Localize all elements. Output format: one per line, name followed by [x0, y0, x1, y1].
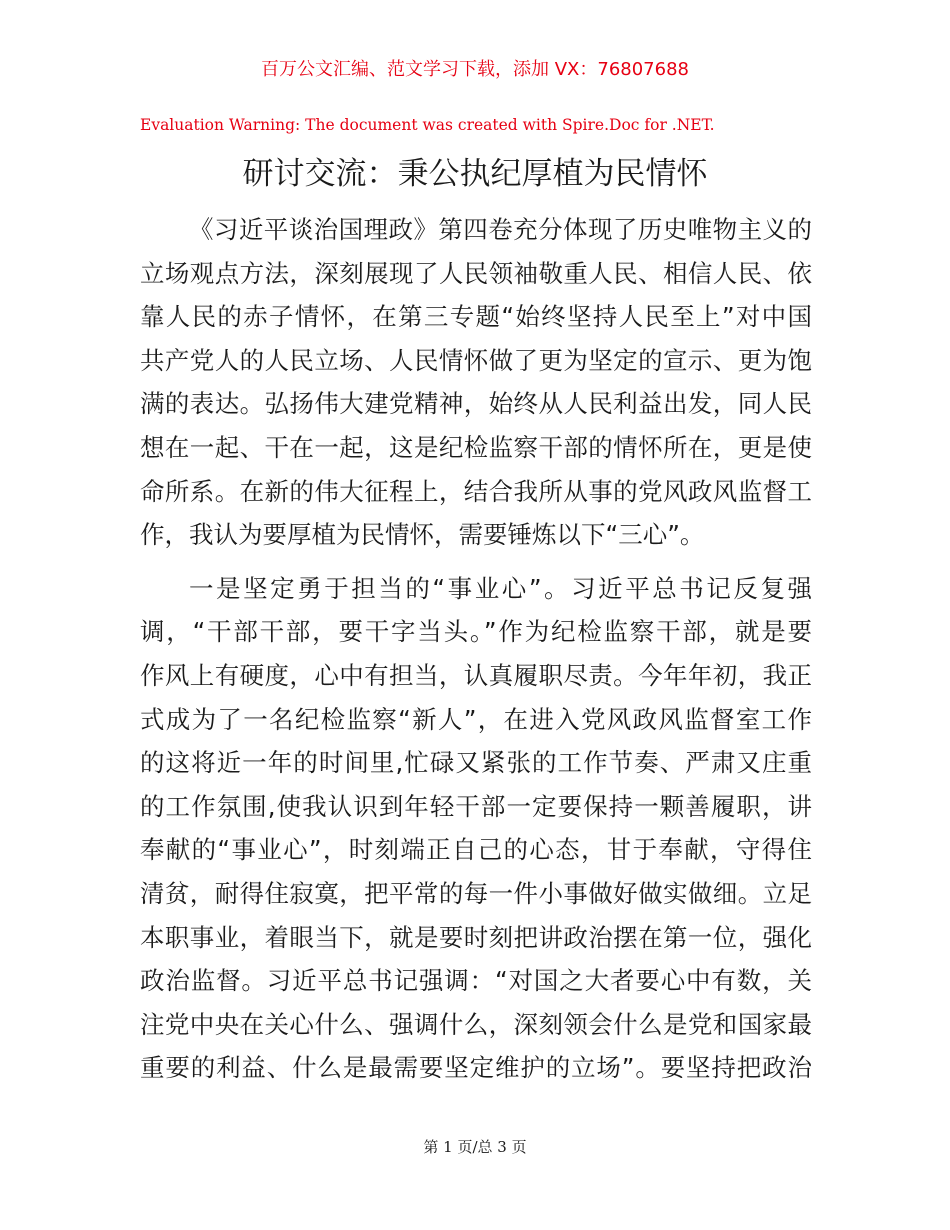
paragraph-2 — [140, 567, 812, 1090]
paragraph-line: 满的表达。弘扬伟大建党精神，始终从人民利益出发，同人民 — [140, 389, 812, 419]
evaluation-warning: Evaluation Warning: The document was created with Spire.Doc for .NET. — [140, 116, 715, 134]
paragraph-line: 想在一起、干在一起，这是纪检监察干部的情怀所在，更是使 — [140, 432, 812, 462]
paragraph-line: 立场观点方法，深刻展现了人民领袖敬重人民、相信人民、依 — [140, 258, 812, 288]
document-title: 研讨交流：秉公执纪厚植为民情怀 — [242, 156, 708, 192]
paragraph-line: 调，“干部干部，要干字当头。”作为纪检监察干部，就是要 — [140, 617, 812, 647]
paragraph-line: 式成为了一名纪检监察“新人”，在进入党风政风监督室工作 — [140, 704, 812, 734]
paragraph-line: 作风上有硬度，心中有担当，认真履职尽责。今年年初，我正 — [140, 660, 812, 690]
paragraph-line: 政治监督。习近平总书记强调：“对国之大者要心中有数，关 — [140, 966, 812, 996]
paragraph-line: 清贫，耐得住寂寞，把平常的每一件小事做好做实做细。立足 — [140, 878, 812, 908]
paragraph-line: 一是坚定勇于担当的“事业心”。习近平总书记反复强 — [189, 573, 812, 603]
paragraph-line: 的工作氛围,使我认识到年轻干部一定要保持一颗善履职，讲 — [140, 791, 812, 821]
paragraph-line: 本职事业，着眼当下，就是要时刻把讲政治摆在第一位，强化 — [140, 922, 812, 952]
paragraph-line: 的这将近一年的时间里,忙碌又紧张的工作节奏、严肃又庄重 — [140, 748, 812, 778]
paragraph-line: 靠人民的赤子情怀，在第三专题“始终坚持人民至上”对中国 — [140, 302, 812, 332]
paragraph-line: 作，我认为要厚植为民情怀，需要锤炼以下“三心”。 — [140, 520, 705, 550]
paragraph-1 — [140, 208, 812, 557]
paragraph-line: 奉献的“事业心”，时刻端正自己的心态，甘于奉献，守得住 — [140, 835, 812, 865]
paragraph-line: 《习近平谈治国理政》第四卷充分体现了历史唯物主义的 — [189, 215, 812, 244]
document-body — [140, 208, 812, 1090]
paragraph-line: 共产党人的人民立场、人民情怀做了更为坚定的宣示、更为饱 — [140, 345, 812, 375]
paragraph-line: 注党中央在关心什么、强调什么，深刻领会什么是党和国家最 — [140, 1009, 812, 1039]
header-banner: 百万公文汇编、范文学习下载，添加 VX：76807688 — [261, 59, 689, 80]
paragraph-line: 命所系。在新的伟大征程上，结合我所从事的党风政风监督工 — [140, 476, 812, 506]
paragraph-line: 重要的利益、什么是最需要坚定维护的立场”。要坚持把政治 — [140, 1053, 812, 1083]
page-number: 第 1 页/总 3 页 — [423, 1138, 527, 1156]
